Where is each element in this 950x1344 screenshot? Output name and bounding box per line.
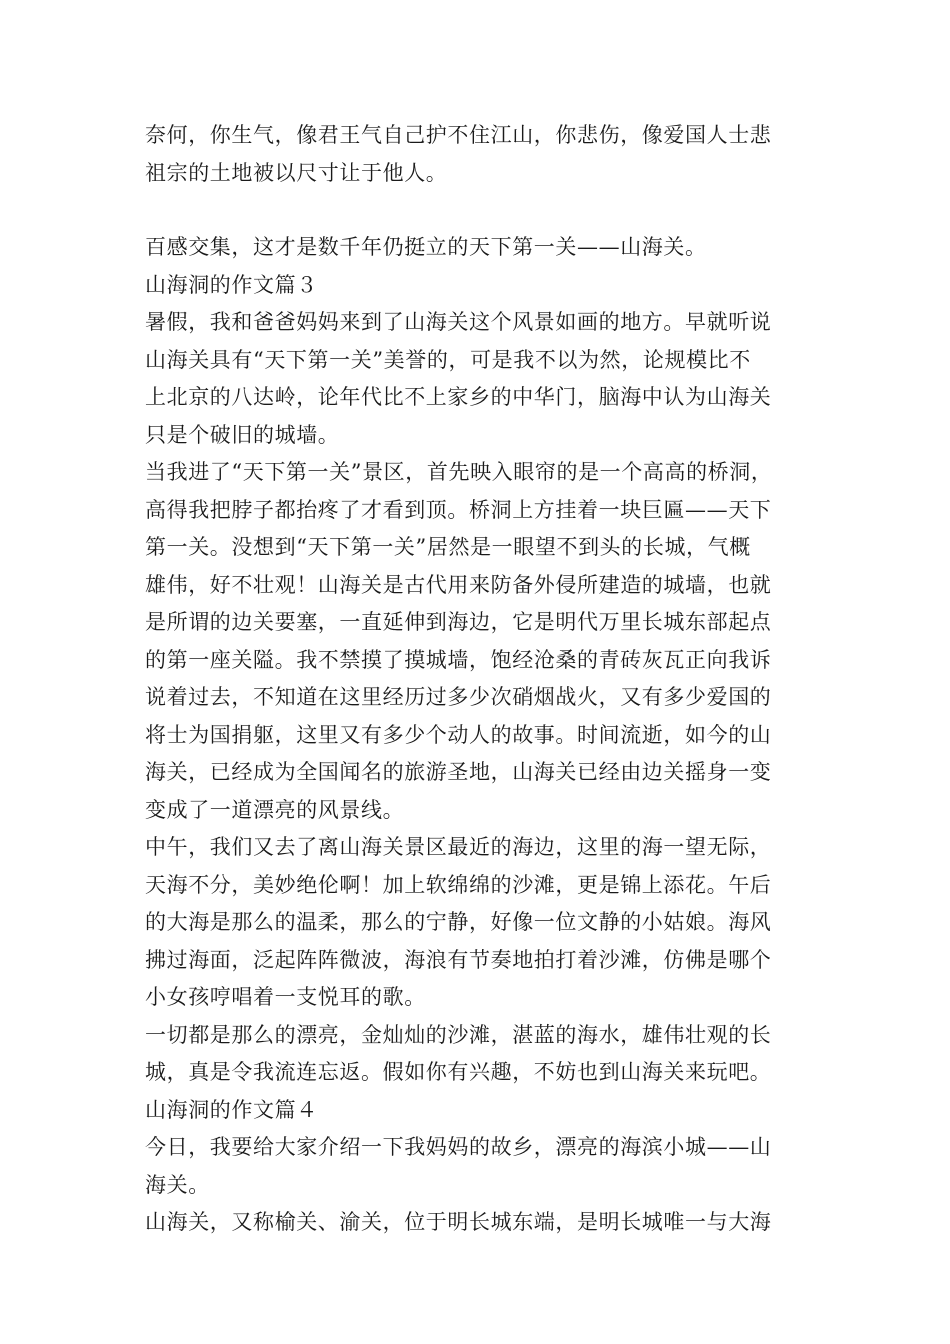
text-line: 海关，已经成为全国闻名的旅游圣地，山海关已经由边关摇身一变 — [145, 760, 772, 784]
section-heading — [145, 267, 825, 305]
text-line: 只是个破旧的城墙。 — [145, 422, 340, 447]
text-line: 山海关具有“天下第一关”美誉的，可是我不以为然，论规模比不 — [145, 347, 751, 372]
text-line: 小女孩哼唱着一支悦耳的歌。 — [145, 985, 426, 1009]
text-line: 今日，我要给大家介绍一下我妈妈的故乡，漂亮的海滨小城——山 — [145, 1135, 772, 1159]
paragraph — [145, 304, 825, 454]
text-line: 说着过去，不知道在这里经历过多少次硝烟战火，又有多少爱国的 — [145, 685, 772, 709]
text-line: 奈何，你生气，像君王气自己护不住江山，你悲伤，像爱国人士悲 — [145, 123, 772, 147]
text-line: 将士为国捐躯，这里又有多少个动人的故事。时间流逝，如今的山 — [145, 722, 772, 747]
paragraph — [145, 454, 825, 829]
text-line: 变成了一道漂亮的风景线。 — [145, 797, 405, 822]
paragraph — [145, 1204, 825, 1242]
paragraph — [145, 829, 825, 1017]
document-body — [145, 117, 825, 1242]
paragraph — [145, 229, 825, 267]
paragraph — [145, 1129, 825, 1204]
text-line: 中午，我们又去了离山海关景区最近的海边，这里的海一望无际， — [145, 835, 772, 859]
text-line: 城，真是令我流连忘返。假如你有兴趣，不妨也到山海关来玩吧。 — [145, 1060, 772, 1084]
text-line: 祖宗的土地被以尺寸让于他人。 — [145, 160, 448, 185]
text-line: 暑假，我和爸爸妈妈来到了山海关这个风景如画的地方。早就听说 — [145, 310, 772, 334]
text-line: 上北京的八达岭，论年代比不上家乡的中华门，脑海中认为山海关 — [145, 385, 772, 409]
text-line: 山海关，又称榆关、渝关，位于明长城东端，是明长城唯一与大海 — [145, 1210, 772, 1234]
text-line: 是所谓的边关要塞，一直延伸到海边，它是明代万里长城东部起点 — [145, 610, 772, 634]
text-line: 雄伟，好不壮观！山海关是古代用来防备外侵所建造的城墙，也就 — [145, 572, 772, 597]
text-line: 的大海是那么的温柔，那么的宁静，好像一位文静的小姑娘。海风 — [145, 910, 772, 934]
text-line: 天海不分，美妙绝伦啊！加上软绵绵的沙滩，更是锦上添花。午后 — [145, 872, 772, 897]
text-line: 拂过海面，泛起阵阵微波，海浪有节奏地拍打着沙滩，仿佛是哪个 — [145, 947, 772, 972]
text-line: 山海洞的作文篇４ — [145, 1097, 318, 1122]
text-line: 山海洞的作文篇３ — [145, 272, 318, 297]
text-line: 百感交集，这才是数千年仍挺立的天下第一关——山海关。 — [145, 235, 707, 259]
text-line: 的第一座关隘。我不禁摸了摸城墙，饱经沧桑的青砖灰瓦正向我诉 — [145, 647, 772, 672]
text-line: 一切都是那么的漂亮，金灿灿的沙滩，湛蓝的海水，雄伟壮观的长 — [145, 1022, 772, 1047]
text-line: 高得我把脖子都抬疼了才看到顶。桥洞上方挂着一块巨匾——天下 — [145, 497, 772, 522]
paragraph-spacer — [145, 192, 825, 229]
text-line: 第一关。没想到“天下第一关”居然是一眼望不到头的长城，气概 — [145, 535, 751, 559]
text-line: 当我进了“天下第一关”景区，首先映入眼帘的是一个高高的桥洞， — [145, 460, 773, 484]
section-heading — [145, 1092, 825, 1130]
paragraph — [145, 117, 825, 192]
paragraph — [145, 1017, 825, 1092]
text-line: 海关。 — [145, 1172, 210, 1197]
